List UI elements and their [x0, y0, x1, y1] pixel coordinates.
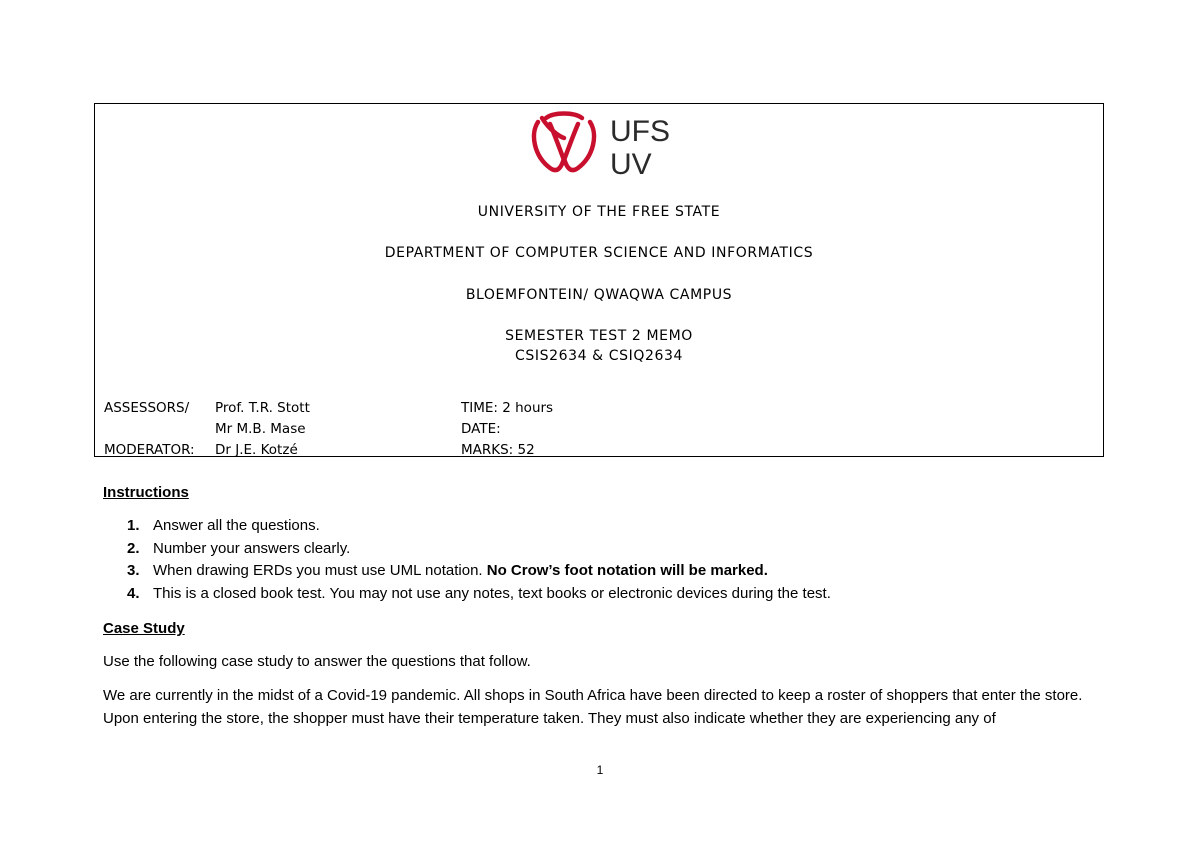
campus-name: BLOEMFONTEIN/ QWAQWA CAMPUS [465, 287, 733, 303]
ufs-logo-icon [528, 108, 678, 180]
list-item-number: 3. [127, 562, 140, 579]
assessors-label: ASSESSORS/ [104, 400, 190, 416]
list-item-number: 2. [127, 539, 140, 557]
list-item-text: This is a closed book test. You may not use any notes, text books or electronic devices during the test. [153, 584, 831, 602]
list-item [103, 517, 320, 540]
list-item [103, 539, 351, 563]
list-item-bold-text: No Crow’s foot notation will be marked. [486, 562, 768, 579]
department-name: DEPARTMENT OF COMPUTER SCIENCE AND INFORMATICS [384, 245, 814, 261]
case-study-heading: Case Study [103, 620, 185, 637]
logo-text-line2: UV [610, 148, 652, 180]
list-item-number: 4. [127, 584, 140, 602]
header-box [94, 103, 1104, 457]
university-name: UNIVERSITY OF THE FREE STATE [477, 204, 721, 220]
instructions-heading: Instructions [103, 484, 189, 501]
list-item-text-group [153, 562, 768, 579]
list-item-text: When drawing ERDs you must use UML notation. [153, 562, 487, 579]
test-date: DATE: [461, 421, 501, 437]
list-item-text: Number your answers clearly. [153, 539, 351, 557]
assessor-1: Prof. T.R. Stott [215, 400, 310, 416]
moderator-label: MODERATOR: [104, 442, 195, 458]
module-codes: CSIS2634 & CSIQ2634 [515, 348, 683, 364]
instructions-list [103, 517, 831, 607]
test-title: SEMESTER TEST 2 MEMO [505, 328, 693, 344]
list-item-number: 1. [127, 517, 140, 534]
list-item [103, 562, 768, 585]
ufs-logo [528, 108, 678, 180]
page-number: 1 [596, 763, 604, 777]
case-study-intro: Use the following case study to answer the questions that follow. [103, 653, 531, 670]
test-time: TIME: 2 hours [461, 400, 554, 416]
assessor-2: Mr M.B. Mase [215, 421, 306, 437]
logo-text-line1: UFS [610, 115, 670, 148]
moderator-name: Dr J.E. Kotzé [215, 442, 298, 458]
list-item-text: Answer all the questions. [153, 517, 320, 534]
list-item [103, 584, 831, 608]
test-marks: MARKS: 52 [461, 442, 535, 458]
case-study-paragraph: We are currently in the midst of a Covid-19 pandemic. All shops in South Africa have been directed to keep a roster of shoppers that enter the store. Upon entering the store, the shopper must have their temperature taken. They must also indicate whether they are experiencing any of [103, 687, 1083, 727]
